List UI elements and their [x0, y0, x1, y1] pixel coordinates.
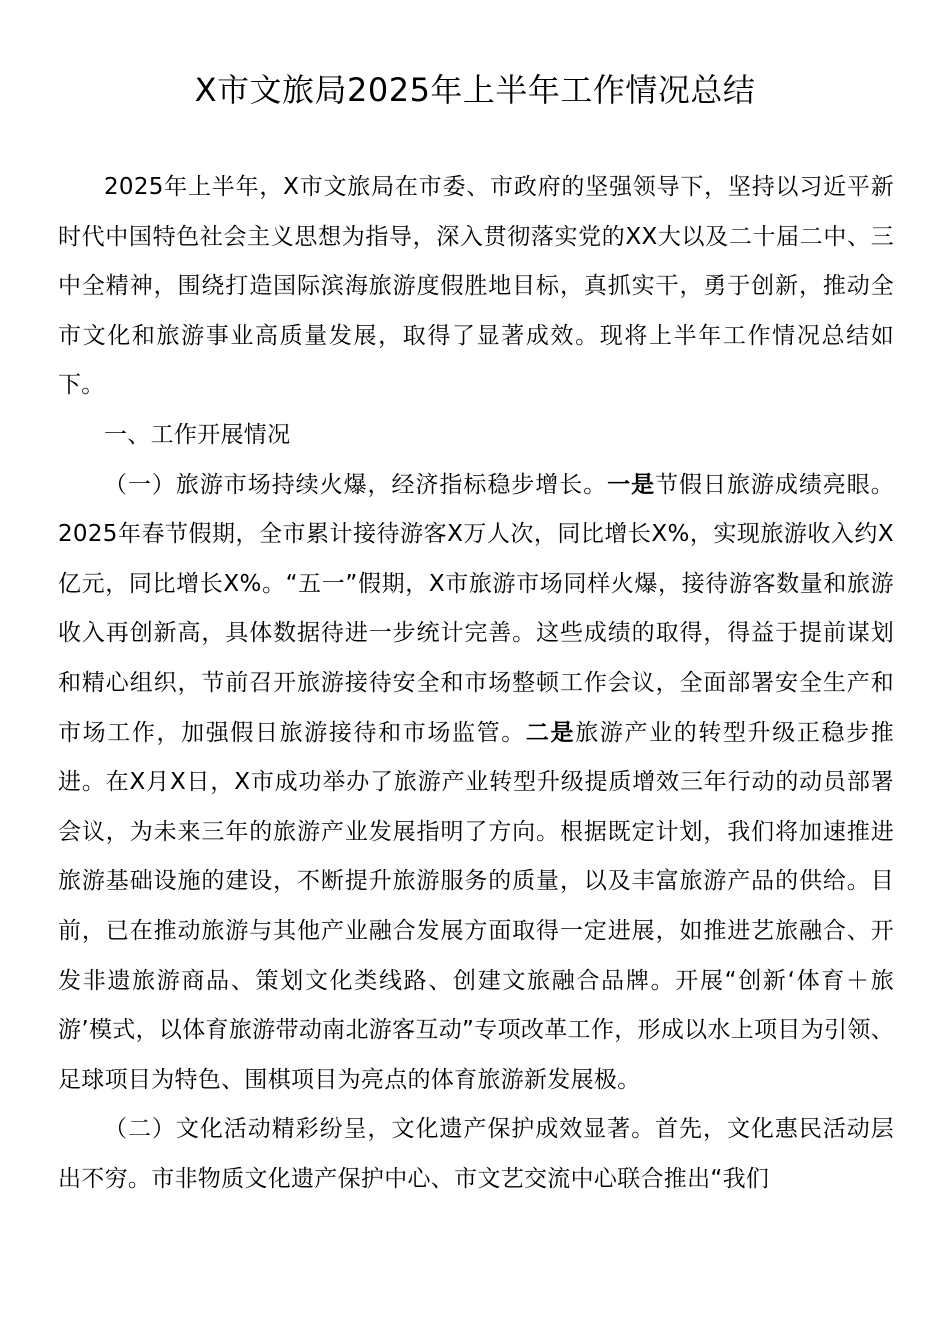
part1-paragraph: [58, 461, 894, 1106]
part1-lead: （一）旅游市场持续火爆，经济指标稳步增长。: [104, 471, 608, 498]
keyword-second: 二是: [525, 719, 576, 746]
intro-paragraph: 2025年上半年，X市文旅局在市委、市政府的坚强领导下，坚持以习近平新时代中国特色社会主义思想为指导，深入贯彻落实党的XX大以及二十届二中、三中全精神，围绕打造国际滨海旅游度假胜地目标，真抓实干，勇于创新，推动全市文化和旅游事业高质量发展，取得了显著成效。现将上半年工作情况总结如下。: [58, 174, 894, 399]
document-body: [58, 163, 894, 1204]
keyword-first: 一是: [607, 471, 656, 498]
part2-paragraph: （二）文化活动精彩纷呈，文化遗产保护成效显著。首先，文化惠民活动层出不穷。市非物质文化遗产保护中心、市文艺交流中心联合推出“我们: [58, 1116, 894, 1192]
part1-text2: 旅游产业的转型升级正稳步推进。在X月X日，X市成功举办了旅游产业转型升级提质增效三年行动的动员部署会议，为未来三年的旅游产业发展指明了方向。根据既定计划，我们将加速推进旅游基础设施的建设，不断提升旅游服务的质量，以及丰富旅游产品的供给。目前，已在推动旅游与其他产业融合发展方面取得一定进展，如推进艺旅融合、开发非遗旅游商品、策划文化类线路、创建文旅融合品牌。开展“创新‘体育＋旅游’模式，以体育旅游带动南北游客互动”专项改革工作，形成以水上项目为引领、足球项目为特色、围棋项目为亮点的体育旅游新发展极。: [58, 719, 895, 1093]
section-heading: 一、工作开展情况: [104, 421, 291, 448]
part1-text1: 节假日旅游成绩亮眼。2025年春节假期，全市累计接待游客X万人次，同比增长X%，实现旅游收入约X亿元，同比增长X%。“五一”假期，X市旅游市场同样火爆，接待游客数量和旅游收入再创新高，具体数据待进一步统计完善。这些成绩的取得，得益于提前谋划和精心组织，节前召开旅游接待安全和市场整顿工作会议，全面部署安全生产和市场工作，加强假日旅游接待和市场监管。: [58, 471, 894, 746]
document-title: X市文旅局2025年上半年工作情况总结: [194, 71, 756, 109]
